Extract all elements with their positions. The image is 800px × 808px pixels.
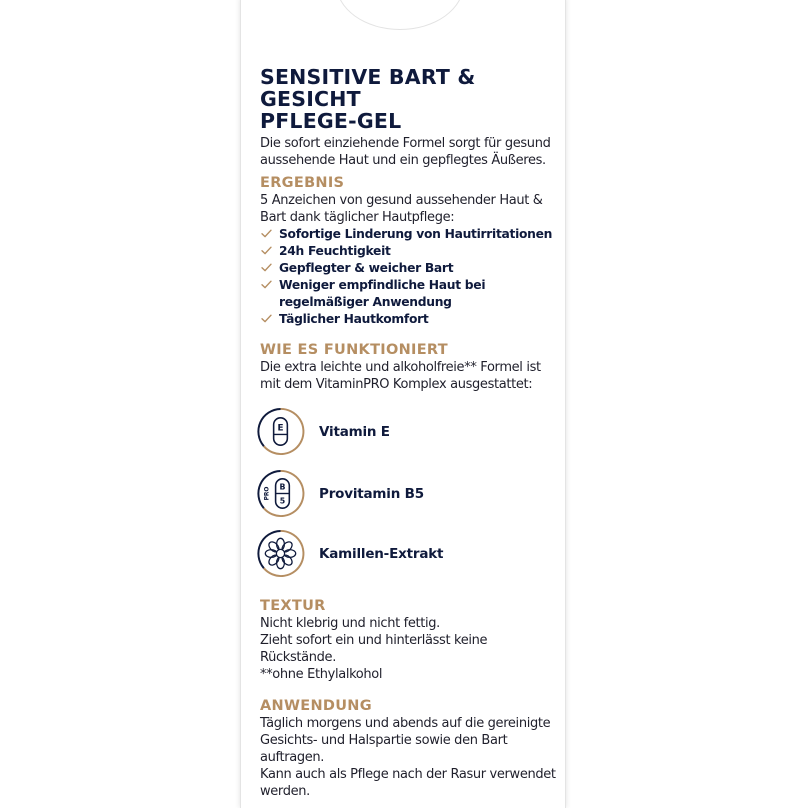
check-icon: [261, 280, 272, 289]
ingredient-label: Provitamin B5: [319, 485, 424, 502]
textur-line: Nicht klebrig und nicht fettig.: [260, 616, 440, 631]
b5-glyph-side: PRO: [264, 486, 271, 501]
packaging-side-panel: [240, 0, 566, 808]
ingredient-label: Vitamin E: [319, 423, 390, 440]
ergebnis-text: 5 Anzeichen von gesund aussehender Haut & Bart dank täglicher Hautpflege:: [260, 193, 543, 225]
benefit-label: Weniger empfindliche Haut bei regelmäßiger Anwendung: [279, 278, 486, 309]
vitamin-e-capsule-icon: [256, 407, 305, 456]
ingredient-label: Kamillen-Extrakt: [319, 545, 444, 562]
textur-heading: TEXTUR: [260, 598, 326, 614]
anwendung-line: Kann auch als Pflege nach der Rasur verwendet werden.: [260, 767, 556, 799]
benefit-item: [260, 260, 560, 277]
panel-content: [260, 66, 560, 800]
benefit-label: Sofortige Linderung von Hautirritationen: [279, 227, 553, 241]
benefit-label: Täglicher Hautkomfort: [279, 312, 429, 326]
ingredient-kamille: [256, 527, 560, 580]
vitamin-e-glyph: E: [277, 423, 284, 434]
product-title-line1: SENSITIVE BART & GESICHT: [260, 65, 476, 111]
funktion-text: Die extra leichte und alkoholfreie** Formel ist mit dem VitaminPRO Komplex ausgestattet:: [260, 360, 541, 392]
ingredient-vitamin-e: [256, 405, 560, 458]
textur-footnote: **ohne Ethylalkohol: [260, 667, 383, 682]
benefit-item: [260, 243, 560, 260]
ergebnis-heading: ERGEBNIS: [260, 175, 345, 191]
anwendung-line: Täglich morgens und abends auf die gereinigte Gesichts- und Halspartie sowie den Bart auftragen.: [260, 716, 551, 765]
ingredient-provitamin-b5: [256, 467, 560, 520]
check-icon: [261, 229, 272, 238]
benefit-item: [260, 226, 560, 243]
textur-line: Zieht sofort ein und hinterlässt keine Rückstände.: [260, 633, 488, 665]
benefit-label: 24h Feuchtigkeit: [279, 244, 391, 258]
benefit-item: [260, 311, 560, 328]
product-title-line2: PFLEGE-GEL: [260, 109, 402, 133]
provitamin-b5-capsule-icon: [256, 469, 305, 518]
benefit-label: Gepflegter & weicher Bart: [279, 261, 454, 275]
benefits-list: [260, 226, 560, 328]
b5-glyph-top: B: [279, 482, 286, 492]
check-icon: [261, 314, 272, 323]
product-title: [260, 66, 560, 132]
check-icon: [261, 263, 272, 272]
funktion-heading: WIE ES FUNKTIONIERT: [260, 342, 448, 358]
chamomile-flower-icon: [256, 529, 305, 578]
anwendung-heading: ANWENDUNG: [260, 698, 372, 714]
check-icon: [261, 246, 272, 255]
ingredients-list: [260, 405, 560, 580]
product-intro: Die sofort einziehende Formel sorgt für gesund aussehende Haut und ein gepflegtes Äußeres.: [260, 136, 551, 168]
benefit-item: [260, 277, 560, 311]
b5-glyph-bottom: 5: [279, 496, 286, 506]
box-tab-notch: [336, 0, 464, 30]
